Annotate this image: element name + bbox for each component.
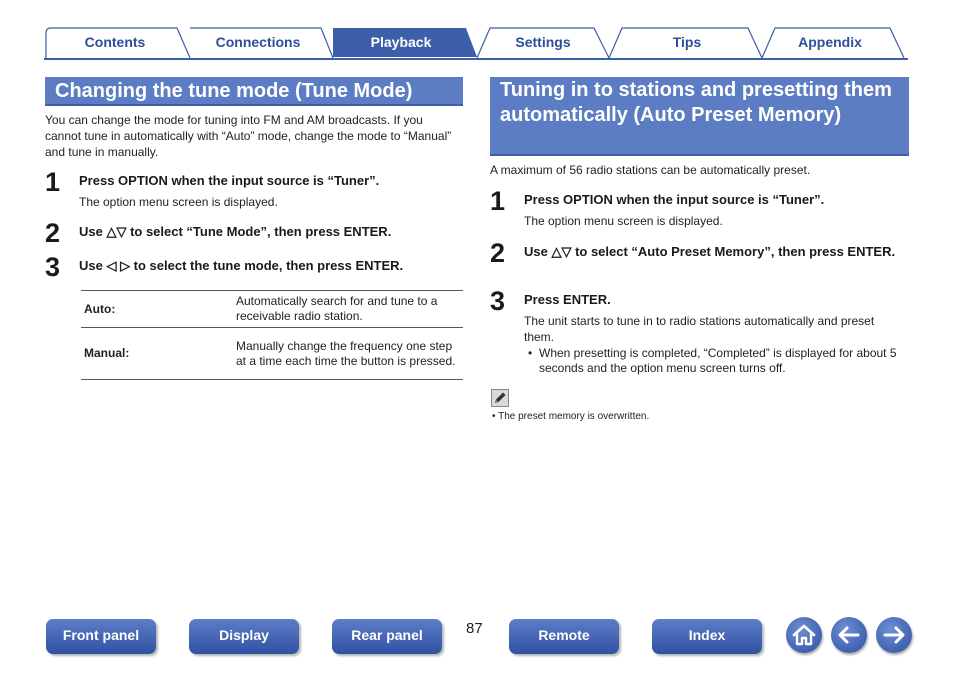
remote-button[interactable]: Remote — [509, 619, 619, 654]
rear-panel-button[interactable]: Rear panel — [332, 619, 442, 654]
step-number: 1 — [490, 186, 506, 216]
step-title: Press ENTER. — [524, 292, 611, 307]
tab-playback[interactable]: Playback — [370, 34, 432, 50]
step-title: Press OPTION when the input source is “Tuner”. — [524, 192, 825, 207]
section-title-auto-preset: Tuning in to stations and presetting them automatically (Auto Preset Memory) — [490, 77, 909, 156]
bullet-text: When presetting is completed, “Completed” is displayed for about 5 seconds and the option menu screen turns off. — [539, 346, 897, 375]
step-description: The unit starts to tune in to radio stations automatically and preset them. — [524, 314, 875, 344]
tune-mode-table — [81, 290, 463, 380]
table-key: Auto: — [81, 291, 232, 328]
arrow-right-icon — [876, 617, 912, 653]
table-row — [81, 291, 463, 328]
page-number: 87 — [466, 620, 483, 637]
auto-preset-intro: A maximum of 56 radio stations can be automatically preset. — [490, 163, 811, 177]
home-icon — [786, 617, 822, 653]
top-tab-bar — [44, 27, 908, 61]
index-button[interactable]: Index — [652, 619, 762, 654]
tab-settings[interactable]: Settings — [515, 34, 571, 50]
tab-contents[interactable]: Contents — [84, 34, 146, 50]
bullet-dot: • — [528, 346, 533, 360]
tab-connections[interactable]: Connections — [215, 34, 301, 50]
home-button[interactable] — [786, 617, 822, 653]
memo-note: • The preset memory is overwritten. — [492, 411, 650, 422]
step-description: The option menu screen is displayed. — [79, 195, 278, 209]
step-number: 3 — [490, 286, 506, 316]
tune-mode-intro: You can change the mode for tuning into FM and AM broadcasts. If you cannot tune in automatically with “Auto” mode, change the mode to “Manual” and tune in manually. — [45, 113, 452, 159]
section-title-tune-mode: Changing the tune mode (Tune Mode) — [45, 77, 463, 106]
display-button[interactable]: Display — [189, 619, 299, 654]
tab-tips[interactable]: Tips — [672, 34, 702, 50]
step-title: Use △▽ to select “Auto Preset Memory”, then press ENTER. — [524, 244, 896, 259]
table-row — [81, 328, 463, 380]
back-button[interactable] — [831, 617, 867, 653]
step-number: 1 — [45, 167, 61, 197]
arrow-left-icon — [831, 617, 867, 653]
table-key: Manual: — [81, 328, 232, 380]
step-description: The option menu screen is displayed. — [524, 214, 723, 228]
step-number: 2 — [490, 238, 506, 268]
pencil-icon — [491, 389, 509, 407]
step-number: 2 — [45, 218, 61, 248]
forward-button[interactable] — [876, 617, 912, 653]
step-number: 3 — [45, 252, 61, 282]
memo-note-text: The preset memory is overwritten. — [498, 411, 650, 422]
table-value: Automatically search for and tune to a receivable radio station. — [232, 291, 463, 328]
step-title: Use ◁ ▷ to select the tune mode, then press ENTER. — [79, 258, 404, 273]
tab-appendix[interactable]: Appendix — [798, 34, 862, 50]
table-value: Manually change the frequency one step at a time each time the button is pressed. — [232, 328, 463, 380]
front-panel-button[interactable]: Front panel — [46, 619, 156, 654]
step-title: Press OPTION when the input source is “Tuner”. — [79, 173, 380, 188]
step-title: Use △▽ to select “Tune Mode”, then press ENTER. — [79, 224, 392, 239]
